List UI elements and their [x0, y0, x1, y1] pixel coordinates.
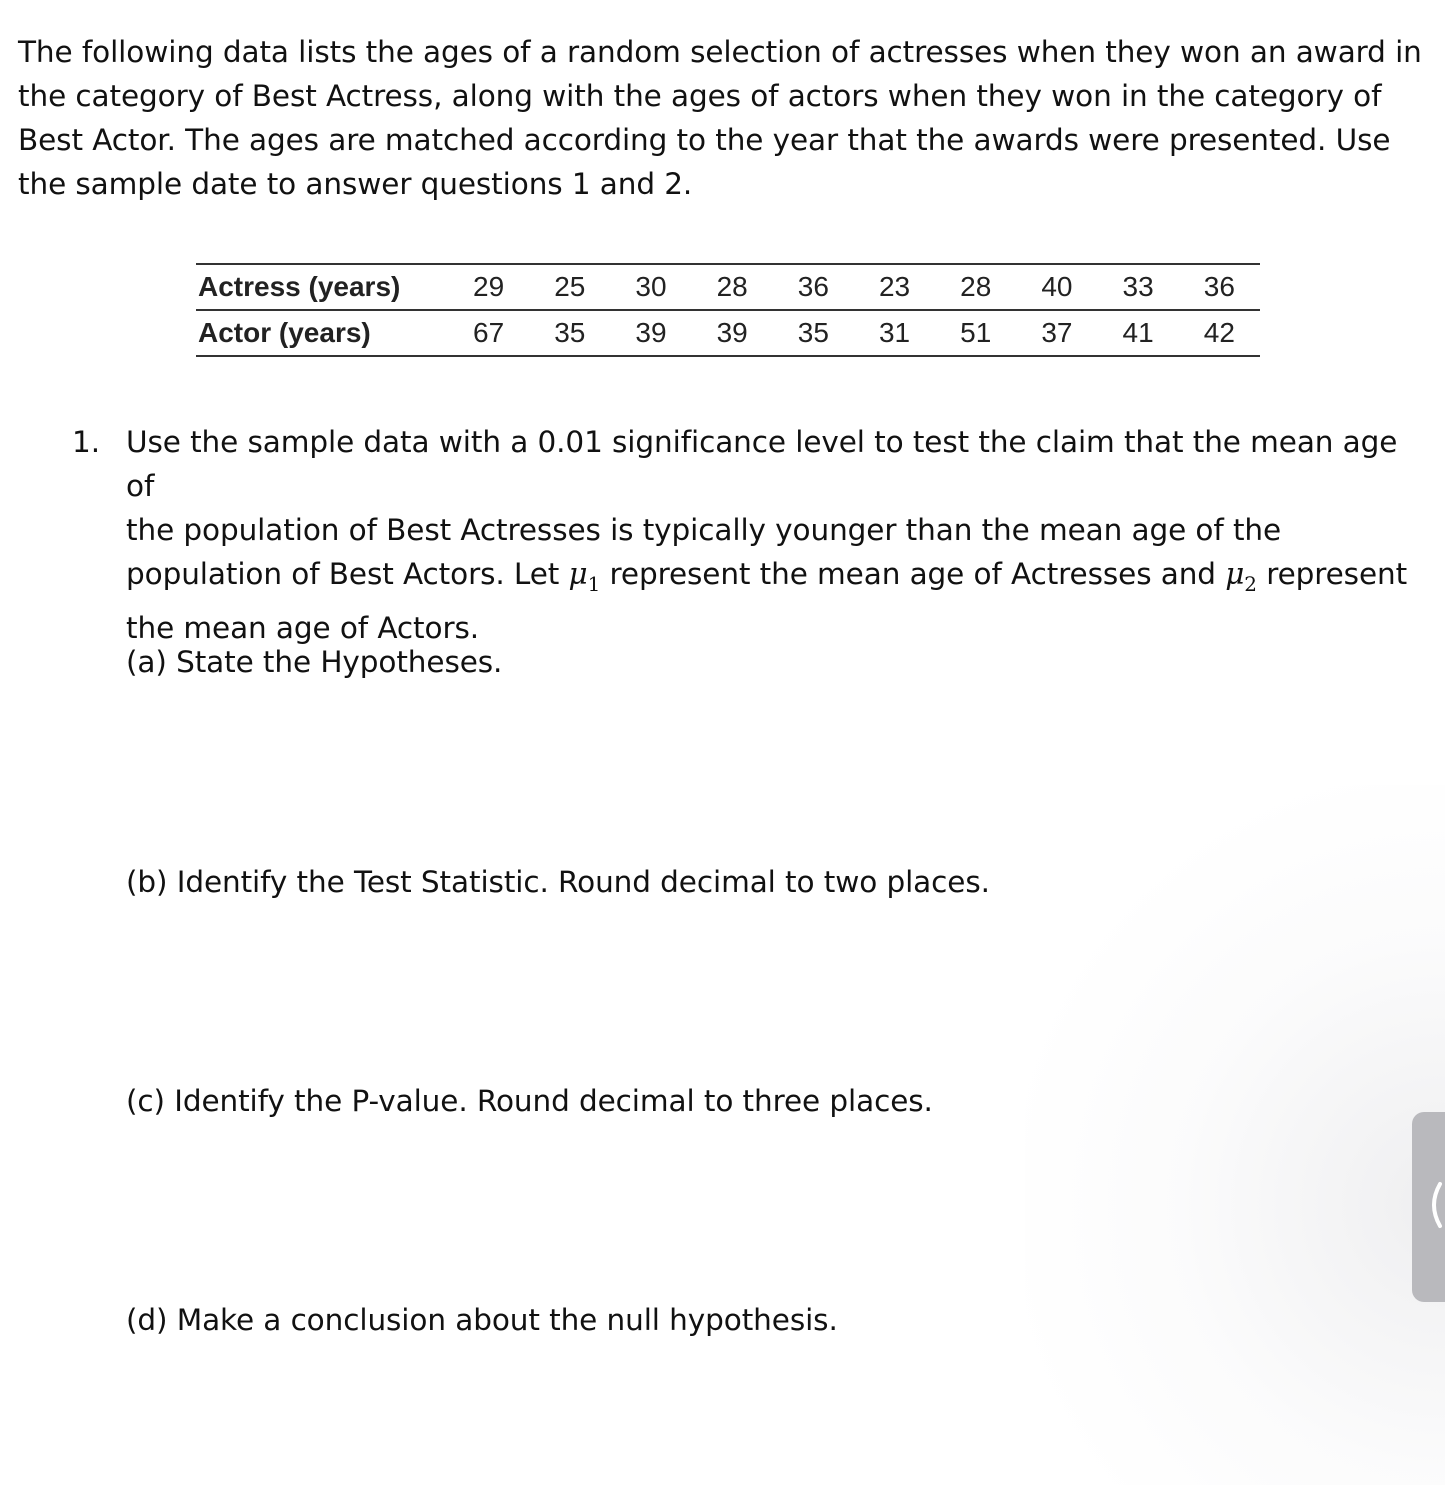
table-cell: 35 — [773, 310, 854, 356]
intro-line-3: Best Actor. The ages are matched according to the year that the awards were presented. Use — [18, 123, 1391, 157]
table-cell: 28 — [935, 264, 1016, 310]
question-line-2: the population of Best Actresses is typically younger than the mean age of the — [126, 513, 1282, 547]
question-line-1: Use the sample data with a 0.01 significance level to test the claim that the mean age of — [126, 425, 1398, 503]
page-shade — [1025, 785, 1445, 1485]
ages-table — [196, 263, 1260, 357]
question-line-3-after: represent — [1256, 557, 1408, 591]
intro-line-1: The following data lists the ages of a random selection of actresses when they won an award in — [18, 35, 1422, 69]
part-a: (a) State the Hypotheses. — [126, 645, 503, 679]
table-cell: 36 — [773, 264, 854, 310]
table-cell: 37 — [1016, 310, 1097, 356]
part-d: (d) Make a conclusion about the null hypothesis. — [126, 1303, 838, 1337]
table-cell: 25 — [529, 264, 610, 310]
table-cell: 39 — [610, 310, 691, 356]
table-cell: 28 — [692, 264, 773, 310]
actress-row — [196, 264, 1260, 310]
table-cell: 35 — [529, 310, 610, 356]
question-line-3-before: population of Best Actors. Let — [126, 557, 569, 591]
table-cell: 31 — [854, 310, 935, 356]
chevron-left-icon — [1424, 1180, 1444, 1230]
side-panel-tab[interactable] — [1412, 1112, 1445, 1302]
question-1-text — [126, 420, 1421, 650]
question-number: 1. — [72, 425, 101, 459]
table-cell: 29 — [448, 264, 529, 310]
table-cell: 67 — [448, 310, 529, 356]
table-cell: 39 — [692, 310, 773, 356]
mu2-symbol: $\mu_2$ — [1225, 557, 1257, 596]
table-cell: 40 — [1016, 264, 1097, 310]
table-cell: 23 — [854, 264, 935, 310]
actress-row-label: Actress (years) — [196, 264, 448, 310]
table-cell: 51 — [935, 310, 1016, 356]
intro-paragraph — [18, 30, 1428, 206]
question-line-3-middle: represent the mean age of Actresses and — [600, 557, 1226, 591]
table-cell: 33 — [1098, 264, 1179, 310]
question-line-4: the mean age of Actors. — [126, 610, 480, 645]
table-cell: 36 — [1179, 264, 1260, 310]
actor-row — [196, 310, 1260, 356]
actor-row-label: Actor (years) — [196, 310, 448, 356]
part-b: (b) Identify the Test Statistic. Round decimal to two places. — [126, 865, 990, 899]
intro-line-2: the category of Best Actress, along with the ages of actors when they won in the category of — [18, 79, 1382, 113]
table-cell: 30 — [610, 264, 691, 310]
table-cell: 41 — [1098, 310, 1179, 356]
table-cell: 42 — [1179, 310, 1260, 356]
intro-line-4: the sample date to answer questions 1 and 2. — [18, 167, 693, 201]
mu1-symbol: $\mu_1$ — [568, 557, 601, 596]
part-c: (c) Identify the P-value. Round decimal to three places. — [126, 1084, 933, 1118]
